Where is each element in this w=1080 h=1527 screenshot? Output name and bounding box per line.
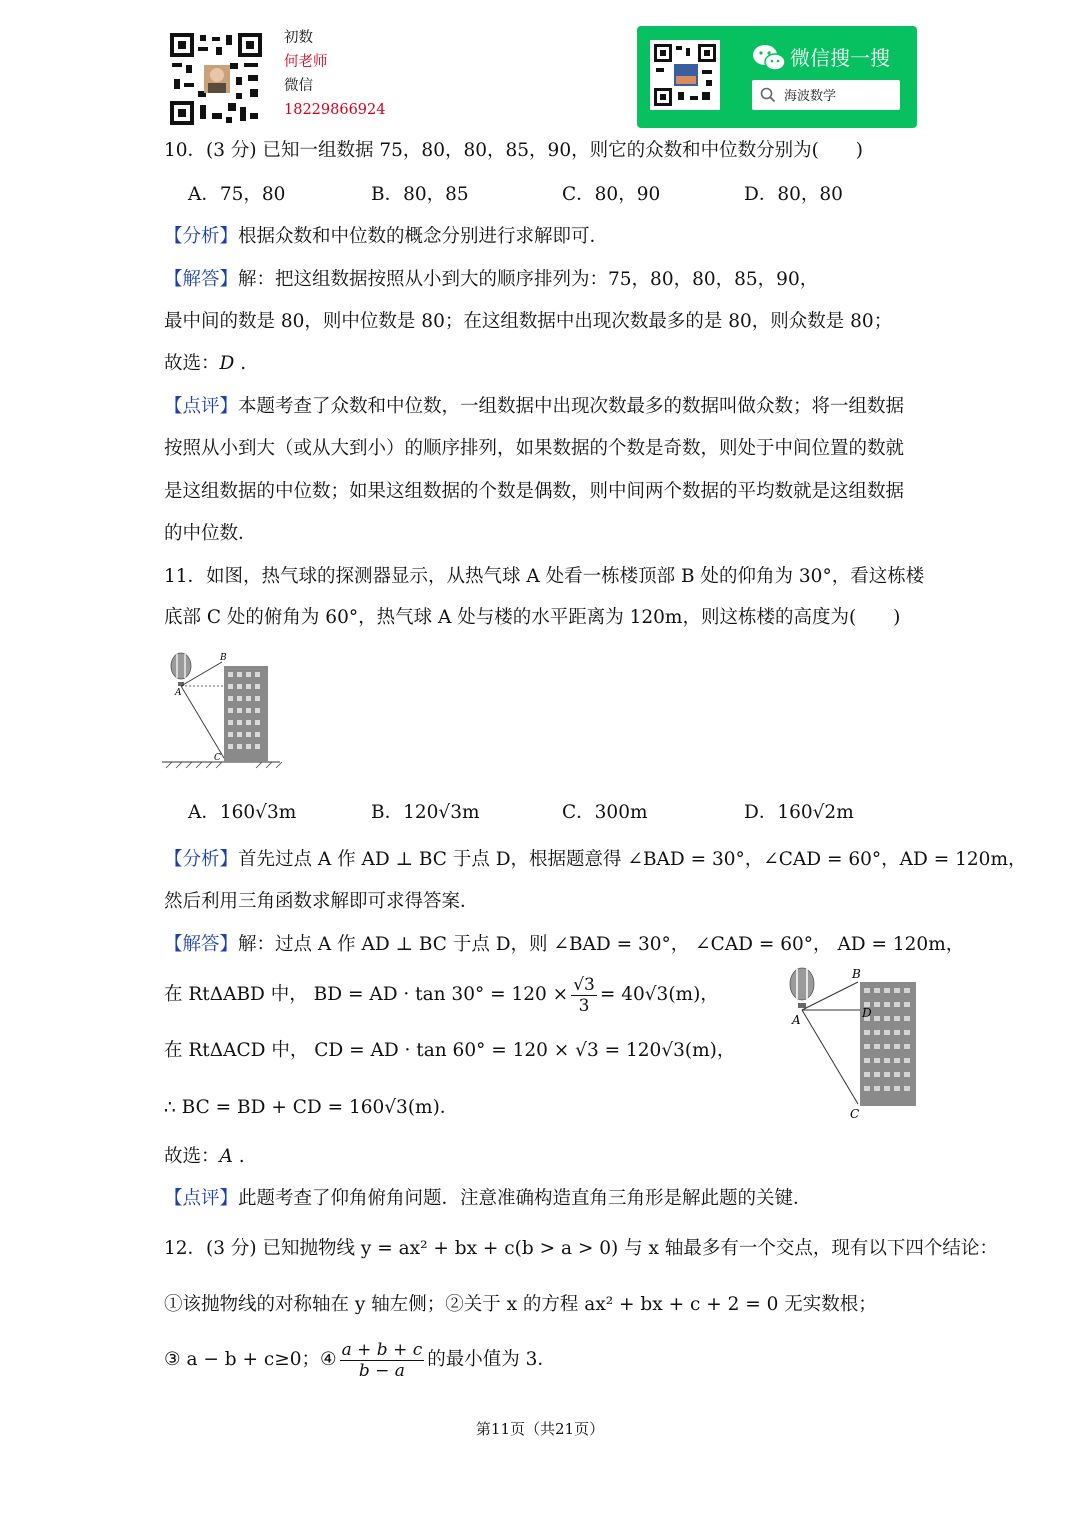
fig-label-a: A — [175, 688, 182, 698]
q10-comment — [164, 394, 904, 420]
q10-option-c: C．80，90 — [562, 184, 661, 205]
rt-abd-suffix: = 40√3(m)， — [599, 984, 719, 1005]
header-subject: 初数 — [284, 30, 313, 46]
choose-prefix: 故选： — [164, 1146, 220, 1167]
answer-tag: 【解答】 — [164, 269, 239, 290]
frac-denominator: b − a — [358, 1360, 405, 1381]
q11-comment-text: 此题考查了仰角俯角问题．注意准确构造直角三角形是解此题的关键． — [238, 1188, 812, 1209]
q12-line2: ①该抛物线的对称轴在 y 轴左侧；②关于 x 的方程 ax² + bx + c + 2 = 0 无实数根； — [164, 1294, 877, 1315]
page-footer: 第11页（共21页） — [475, 1420, 605, 1438]
fraction-abc-over-ba — [340, 1340, 425, 1381]
wechat-logo-icon — [752, 44, 786, 72]
q11-analysis-line2: 然后利用三角函数求解即可求得答案． — [164, 891, 479, 912]
fig2-label-b: B — [852, 967, 861, 981]
q10-choose: 故选：D . — [164, 353, 247, 374]
wechat-search-title: 微信搜一搜 — [790, 46, 890, 70]
q11-rt-acd: 在 RtΔACD 中， CD = AD · tan 60° = 120 × √3 = 120√3(m)， — [164, 1040, 736, 1061]
q10-choice: D — [219, 353, 235, 374]
q10-option-a: A．75，80 — [188, 184, 286, 205]
q11-rt-abd — [164, 972, 719, 1018]
frac-denominator: 3 — [578, 995, 590, 1016]
q10-comment-line1: 本题考查了众数和中位数，一组数据中出现次数最多的数据叫做众数；将一组数据 — [238, 396, 905, 417]
q11-option-d: D．160√2m — [744, 802, 854, 823]
choose-prefix: 故选： — [164, 353, 220, 374]
fig2-label-d: D — [862, 1006, 872, 1020]
q10-answer-line2: 最中间的数是 80，则中位数是 80；在这组数据中出现次数最多的是 80，则众数是 80； — [164, 311, 893, 332]
q10-option-d: D．80，80 — [744, 184, 843, 205]
q10-comment-line2: 按照从小到大（或从大到小）的顺序排列，如果数据的个数是奇数，则处于中间位置的数就 — [164, 438, 905, 459]
q12-line3 — [164, 1336, 556, 1384]
search-icon — [760, 87, 776, 103]
q11-analysis — [164, 847, 1027, 873]
q10-analysis-text: 根据众数和中位数的概念分别进行求解即可． — [238, 226, 609, 247]
q11-stem-line2: 底部 C 处的俯角为 60°，热气球 A 处与楼的水平距离为 120m，则这栋楼的高度为( ) — [164, 607, 901, 628]
q11-figure — [162, 650, 286, 770]
q10-stem: 10．(3 分) 已知一组数据 75，80，80，85，90，则它的众数和中位数分别为( ) — [164, 140, 864, 161]
q12-line3-suffix: 的最小值为 3． — [427, 1349, 556, 1370]
q10-comment-line4: 的中位数． — [164, 523, 257, 544]
q10-comment-line3: 是这组数据的中位数；如果这组数据的个数是偶数，则中间两个数据的平均数就是这组数据 — [164, 481, 905, 502]
fig2-label-a: A — [792, 1013, 801, 1027]
q11-solution-figure — [786, 962, 920, 1122]
fig-label-b: B — [220, 653, 227, 663]
answer-tag: 【解答】 — [164, 934, 239, 955]
q11-comment — [164, 1186, 812, 1212]
q11-choose: 故选：A . — [164, 1146, 245, 1167]
fig-label-c: C — [214, 753, 221, 763]
comment-tag: 【点评】 — [164, 1188, 239, 1209]
comment-tag: 【点评】 — [164, 396, 239, 417]
q10-option-b: B．80，85 — [371, 184, 469, 205]
analysis-tag: 【分析】 — [164, 849, 239, 870]
q11-answer-line1: 解：过点 A 作 AD ⊥ BC 于点 D，则 ∠BAD = 30°， ∠CAD = 60°， AD = 120m， — [238, 934, 965, 955]
fraction-sqrt3-over-3 — [571, 975, 597, 1016]
wechat-qr-code — [650, 40, 720, 110]
q11-choice: A — [219, 1146, 233, 1167]
wechat-search-text: 海波数学 — [784, 89, 837, 104]
q11-answer — [164, 932, 964, 958]
teacher-qr-code — [170, 33, 262, 125]
header-teacher: 何老师 — [284, 54, 328, 70]
q11-option-a: A．160√3m — [188, 802, 297, 823]
header-wechat-label: 微信 — [284, 78, 313, 94]
q10-answer — [164, 267, 818, 293]
q12-line3-prefix: ③ a − b + c≥0；④ — [164, 1349, 337, 1370]
frac-numerator: √3 — [573, 974, 595, 995]
q12-stem: 12．(3 分) 已知抛物线 y = ax² + bx + c(b > a > 0) 与 x 轴最多有一个交点，现有以下四个结论： — [164, 1238, 998, 1259]
q11-stem-line1: 11．如图，热气球的探测器显示，从热气球 A 处看一栋楼顶部 B 处的仰角为 30°，看这栋楼 — [164, 566, 925, 587]
rt-abd-prefix: 在 RtΔABD 中， BD = AD · tan 30° = 120 × — [164, 984, 569, 1005]
q11-bc: ∴ BC = BD + CD = 160√3(m)． — [164, 1097, 459, 1118]
analysis-tag: 【分析】 — [164, 226, 239, 247]
frac-numerator: a + b + c — [341, 1339, 423, 1360]
header-phone: 18229866924 — [284, 102, 386, 118]
q10-analysis — [164, 224, 608, 250]
fig2-label-c: C — [850, 1107, 860, 1121]
q11-option-b: B．120√3m — [371, 802, 480, 823]
q11-option-c: C．300m — [562, 802, 648, 823]
q11-analysis-line1: 首先过点 A 作 AD ⊥ BC 于点 D，根据题意得 ∠BAD = 30°，∠CAD = 60°，AD = 120m， — [238, 849, 1027, 870]
q10-answer-line1: 解：把这组数据按照从小到大的顺序排列为：75，80，80，85，90， — [238, 269, 819, 290]
